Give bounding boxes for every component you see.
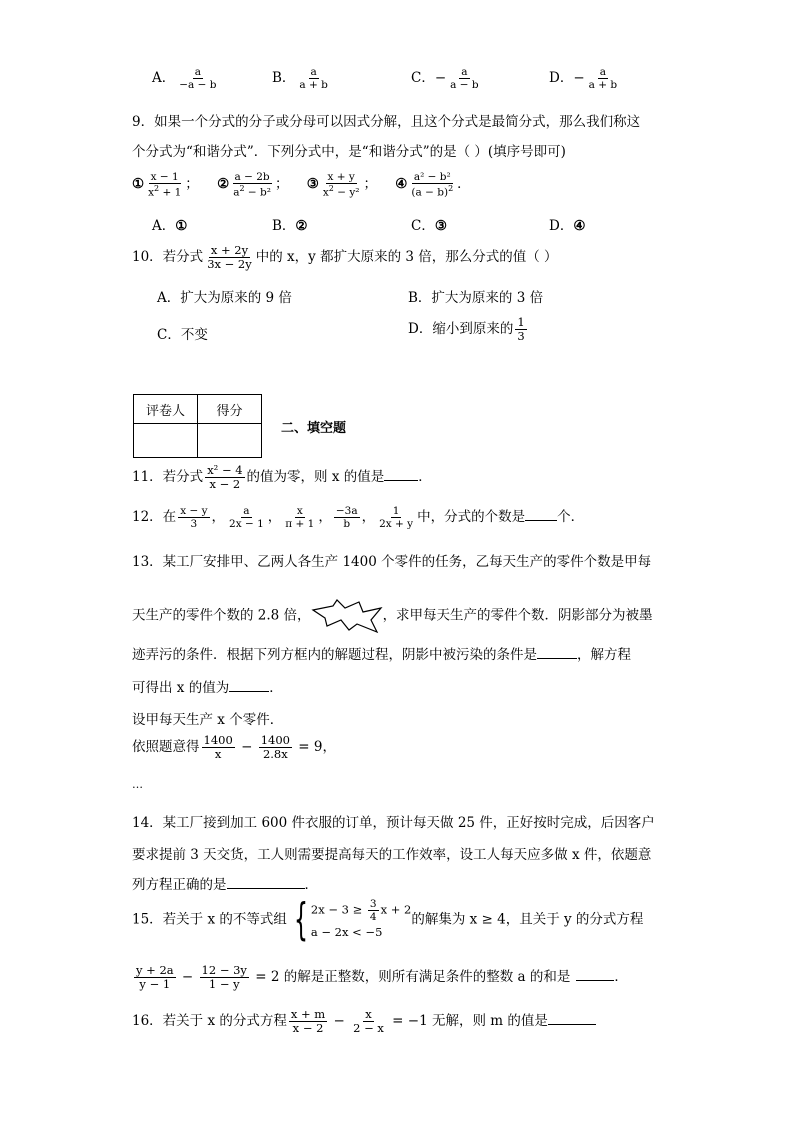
q10-option-b: B．扩大为原来的 3 倍 bbox=[408, 290, 544, 306]
fraction bbox=[231, 171, 273, 199]
option-value: ② bbox=[295, 218, 308, 234]
denominator: y − 1 bbox=[139, 977, 171, 992]
q13-line-6a: 依照题意得 bbox=[132, 739, 200, 756]
den-rest: − y² bbox=[333, 186, 360, 199]
answer-blank[interactable] bbox=[229, 691, 269, 692]
fraction bbox=[409, 171, 455, 199]
option-label: A． bbox=[152, 70, 176, 87]
q12-suffix: 中，分式的个数是 bbox=[417, 509, 526, 526]
numerator: y + 2a bbox=[136, 963, 174, 977]
fraction bbox=[377, 505, 415, 530]
denominator: x bbox=[214, 747, 222, 762]
q11 bbox=[132, 464, 432, 491]
fraction bbox=[368, 898, 379, 923]
fraction bbox=[205, 244, 254, 271]
q8-option-b bbox=[272, 66, 332, 91]
row1-right: x + 2 bbox=[380, 902, 412, 917]
numerator: a bbox=[310, 66, 317, 78]
q9-option-c bbox=[411, 214, 447, 234]
numerator: −3a bbox=[335, 505, 358, 517]
answer-blank[interactable] bbox=[525, 520, 557, 521]
answer-blank[interactable] bbox=[576, 980, 614, 981]
inequality-row-1 bbox=[311, 898, 411, 923]
q15-line-2 bbox=[132, 964, 628, 991]
q13-line-6 bbox=[132, 734, 336, 761]
numerator: x + y bbox=[327, 171, 355, 183]
row1-left: 2x − 3 ≥ bbox=[310, 902, 366, 917]
q11-end: ． bbox=[418, 469, 432, 486]
numerator: x bbox=[365, 1007, 372, 1021]
q9-option-b bbox=[272, 214, 308, 234]
section-title: 二、填空题 bbox=[281, 421, 347, 436]
inequality-row-2: a − 2x < −5 bbox=[310, 925, 383, 940]
q14-line-3 bbox=[132, 873, 318, 893]
q8-option-d bbox=[549, 66, 621, 91]
answer-blank[interactable] bbox=[384, 480, 418, 481]
option-label: C． bbox=[411, 218, 435, 234]
q13-line-3-end: ，解方程 bbox=[577, 647, 631, 663]
den-base: a bbox=[233, 186, 240, 199]
q9-option-d bbox=[549, 214, 585, 234]
denominator: 1 − y bbox=[208, 977, 240, 992]
fraction bbox=[448, 66, 480, 91]
q12-end: 个． bbox=[557, 509, 585, 526]
denominator: a + b bbox=[299, 79, 328, 92]
fraction bbox=[283, 505, 316, 530]
numerator: x bbox=[296, 505, 303, 517]
den-exponent: 2 bbox=[328, 184, 334, 194]
separator: ； bbox=[185, 176, 199, 193]
q15-line-1 bbox=[132, 894, 644, 945]
denominator: 2x + y bbox=[379, 518, 414, 531]
numerator: x + m bbox=[290, 1007, 326, 1021]
denominator: 2x − 1 bbox=[229, 518, 264, 531]
option-sign: − bbox=[573, 70, 585, 87]
brace-icon: { bbox=[293, 894, 308, 945]
fraction bbox=[351, 1008, 386, 1035]
q11-prefix: 11．若分式 bbox=[132, 469, 204, 486]
q13-line-4 bbox=[132, 676, 283, 696]
option-value: ③ bbox=[434, 218, 447, 234]
denominator: 3 bbox=[517, 329, 525, 344]
q16-equation-text: = −1 无解，则 m 的值是 bbox=[387, 1013, 548, 1030]
score-cell bbox=[198, 424, 262, 458]
denominator: a − b bbox=[450, 79, 479, 92]
ink-blot-icon bbox=[311, 598, 383, 634]
denominator: π + 1 bbox=[285, 518, 315, 531]
q9-item-2 bbox=[217, 171, 289, 199]
numerator: 1400 bbox=[203, 733, 233, 747]
q9-item-3 bbox=[306, 171, 377, 199]
q13-line-4-text: 可得出 x 的值为 bbox=[132, 680, 230, 696]
numerator: x − y bbox=[180, 505, 208, 517]
q14-end: ． bbox=[304, 877, 318, 893]
option-label: A． bbox=[152, 218, 176, 234]
q15-prefix: 15．若关于 x 的不等式组 bbox=[132, 911, 287, 928]
option-label: D．缩小到原来的 bbox=[408, 321, 514, 338]
numerator: a − 2b bbox=[234, 171, 270, 183]
numerator: a bbox=[243, 505, 250, 517]
fraction bbox=[587, 66, 619, 91]
option-label: D． bbox=[549, 70, 574, 87]
denominator: 2 − x bbox=[353, 1021, 384, 1036]
fraction bbox=[289, 1008, 327, 1035]
q13-line-2 bbox=[132, 598, 653, 634]
minus-sign: − bbox=[236, 739, 257, 756]
q13-line-4-end: ． bbox=[269, 680, 283, 696]
item-mark: ④ bbox=[395, 176, 408, 193]
q10-stem bbox=[132, 244, 558, 271]
fraction bbox=[227, 505, 266, 530]
answer-blank[interactable] bbox=[537, 658, 577, 659]
den-rest: + 1 bbox=[159, 186, 182, 199]
numerator: 1 bbox=[517, 315, 525, 329]
den-exponent: 2 bbox=[154, 184, 160, 194]
q9-line-1: 9．如果一个分式的分子或分母可以因式分解，且这个分式是最简分式，那么我们称这 bbox=[132, 114, 641, 130]
denominator: 2.8x bbox=[262, 747, 288, 762]
q13-line-1: 13．某工厂安排甲、乙两人各生产 1400 个零件的任务，乙每天生产的零件个数是甲每 bbox=[132, 554, 652, 570]
q12: 12．在 $\frac{x - y}{3}$ ， $\frac{a}{2x - 1}$ ， $\frac{x}{\pi + 1}$ ， $\frac{-3a}{b}$ ， $\frac{1}{2x + y}$ 中，分式的个数是 个． bbox=[132, 505, 585, 531]
numerator: a² − b² bbox=[413, 171, 451, 183]
q9-items bbox=[132, 171, 471, 199]
q9-item-4 bbox=[395, 171, 471, 199]
fraction bbox=[515, 316, 526, 343]
q15-end: ． bbox=[614, 969, 628, 986]
denominator bbox=[321, 184, 362, 199]
q15-suffix: 的解集为 x ≥ 4，且关于 y 的分式方程 bbox=[411, 911, 644, 928]
fraction bbox=[259, 734, 292, 761]
minus-sign: − bbox=[177, 969, 198, 986]
q9-item-1 bbox=[132, 171, 199, 199]
item-mark: ② bbox=[217, 176, 230, 193]
denominator: x − 2 bbox=[292, 1021, 324, 1036]
numerator: x − 1 bbox=[150, 171, 179, 183]
q12-prefix: 12．在 bbox=[132, 509, 177, 526]
q14-line-3-text: 列方程正确的是 bbox=[132, 877, 227, 893]
q10-suffix: 中的 x，y 都扩大原来的 3 倍，那么分式的值（ ） bbox=[255, 249, 558, 266]
score-header: 得分 bbox=[198, 395, 262, 424]
score-table bbox=[133, 394, 262, 458]
option-value: ① bbox=[175, 218, 188, 234]
denominator bbox=[409, 184, 455, 199]
fraction bbox=[200, 964, 249, 991]
q10-prefix: 10．若分式 bbox=[132, 249, 204, 266]
fraction bbox=[177, 66, 218, 91]
answer-blank[interactable] bbox=[548, 1024, 596, 1025]
q13-line-2b: ，求甲每天生产的零件个数．阴影部分为被墨 bbox=[382, 607, 653, 624]
numerator: x² − 4 bbox=[207, 463, 243, 477]
separator: ； bbox=[363, 176, 377, 193]
denominator: 3 bbox=[190, 518, 198, 531]
q16 bbox=[132, 1008, 596, 1035]
denominator bbox=[146, 184, 183, 199]
denominator: a + b bbox=[588, 79, 618, 92]
q16-prefix: 16．若关于 x 的分式方程 bbox=[132, 1013, 287, 1030]
q8-option-a bbox=[152, 66, 221, 91]
separator: ． bbox=[457, 176, 471, 193]
denominator: 4 bbox=[369, 911, 377, 924]
q15-equation-text: = 2 的解是正整数，则所有满足条件的整数 a 的和是 bbox=[250, 969, 571, 986]
fraction bbox=[205, 464, 244, 491]
inequality-system bbox=[287, 894, 412, 945]
den-base: (a − b) bbox=[411, 186, 449, 199]
option-label: B． bbox=[272, 70, 296, 87]
minus-sign: − bbox=[329, 1013, 350, 1030]
grader-cell bbox=[134, 424, 198, 458]
equation-rhs: = 9， bbox=[293, 739, 336, 756]
fraction bbox=[297, 66, 329, 91]
answer-blank[interactable] bbox=[227, 888, 305, 889]
fraction bbox=[134, 964, 176, 991]
numerator: a bbox=[599, 66, 606, 78]
option-label: D． bbox=[549, 218, 574, 234]
numerator: a bbox=[194, 66, 202, 78]
option-value: ④ bbox=[573, 218, 586, 234]
fraction bbox=[334, 505, 360, 530]
option-label: B． bbox=[272, 218, 296, 234]
q10-option-a: A．扩大为原来的 9 倍 bbox=[157, 290, 292, 306]
numerator: a bbox=[461, 66, 468, 78]
numerator: 1400 bbox=[260, 733, 290, 747]
den-exponent: 2 bbox=[239, 184, 245, 194]
denominator: −a − b bbox=[179, 79, 217, 92]
q10-option-d bbox=[408, 316, 529, 343]
denominator: x − 2 bbox=[209, 477, 241, 492]
q14-line-2: 要求提前 3 天交货，工人则需要提高每天的工作效率，设工人每天应多做 x 件，依题意 bbox=[132, 847, 652, 863]
item-mark: ① bbox=[132, 176, 145, 193]
den-base: x bbox=[148, 186, 155, 199]
q10-option-c: C．不变 bbox=[157, 327, 208, 343]
fraction bbox=[321, 171, 362, 199]
q13-line-2a: 天生产的零件个数的 2.8 倍， bbox=[132, 607, 311, 624]
fraction bbox=[178, 505, 209, 530]
q13-ellipsis: … bbox=[132, 778, 143, 791]
q8-option-c bbox=[411, 66, 483, 91]
denominator bbox=[231, 184, 273, 199]
numerator: x + 2y bbox=[210, 243, 249, 257]
option-label: C． bbox=[411, 70, 435, 87]
numerator: 1 bbox=[392, 505, 400, 517]
item-mark: ③ bbox=[306, 176, 319, 193]
den-exponent: 2 bbox=[448, 184, 454, 194]
q13-line-5: 设甲每天生产 x 个零件． bbox=[132, 712, 284, 728]
q9-option-a bbox=[152, 214, 187, 234]
separator: ； bbox=[274, 176, 289, 193]
q13-line-3 bbox=[132, 643, 631, 663]
fraction bbox=[146, 171, 183, 199]
numerator: 3 bbox=[369, 898, 377, 911]
numerator: 12 − 3y bbox=[201, 963, 247, 977]
denominator: b bbox=[343, 518, 351, 531]
den-rest: − b² bbox=[244, 186, 271, 199]
fraction bbox=[202, 734, 235, 761]
q9-line-2: 个分式为“和谐分式”．下列分式中，是“和谐分式”的是（ ）(填序号即可) bbox=[132, 144, 566, 160]
option-sign: − bbox=[434, 70, 447, 87]
q13-line-3-text: 迹弄污的条件．根据下列方框内的解题过程，阴影中被污染的条件是 bbox=[132, 647, 537, 663]
grader-header: 评卷人 bbox=[134, 395, 198, 424]
denominator: 3x − 2y bbox=[207, 257, 252, 272]
den-base: x bbox=[322, 186, 329, 199]
q14-line-1: 14．某工厂接到加工 600 件衣服的订单，预计每天做 25 件，正好按时完成，后因客户 bbox=[132, 815, 655, 831]
q11-suffix: 的值为零，则 x 的值是 bbox=[246, 469, 385, 486]
